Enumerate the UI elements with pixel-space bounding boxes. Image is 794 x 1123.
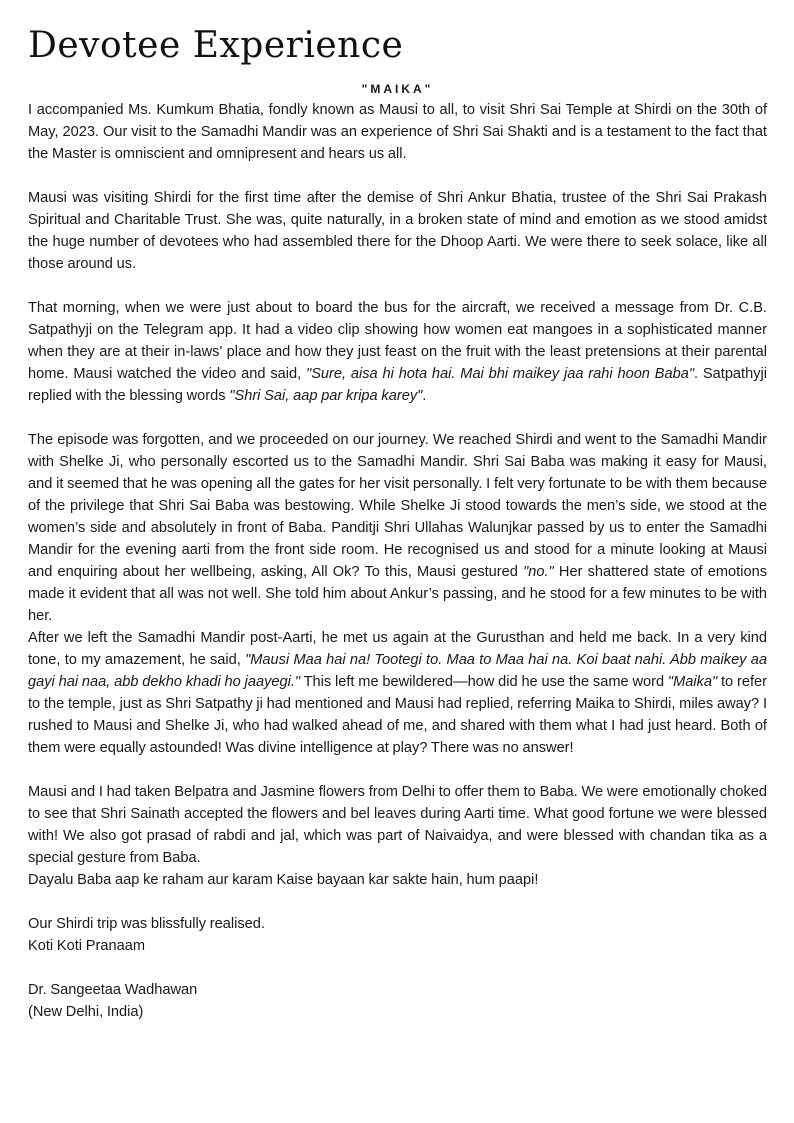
paragraph-3-quote-1: "Sure, aisa hi hota hai. Mai bhi maikey jaa rahi hoon Baba" <box>306 366 695 382</box>
paragraph-5 <box>28 627 767 759</box>
paragraph-3-text-a: That morning, when we were just about to board the bus for the aircraft, we received a message from Dr. C.B. Satpathyji on the Telegram app. It had a video clip showing how women eat mangoes in a sophisticated manner when they are at their in-laws' place and how they just feast on the fruit with the least pretensions at their parental home. Mausi watched the video and said, <box>28 300 767 382</box>
author-name: Dr. Sangeetaa Wadhawan <box>28 982 198 998</box>
paragraph-4-text-b: Her shattered state of emotions made it evident that all was not well. She told him about Ankur’s passing, and he stood for a few minutes to be with her. <box>28 564 768 624</box>
article <box>28 22 767 1023</box>
closing-line-2: Koti Koti Pranaam <box>28 938 146 954</box>
paragraph-5-quote-2: "Maika" <box>667 674 718 690</box>
paragraph-3-text-b: . Satpathyji replied with the blessing words <box>28 366 768 404</box>
closing-line-1: Our Shirdi trip was blissfully realised. <box>28 916 265 932</box>
paragraph-7: Dayalu Baba aap ke raham aur karam Kaise bayaan kar sakte hain, hum paapi! <box>28 872 539 888</box>
paragraph-3-quote-2: "Shri Sai, aap par kripa karey" <box>229 388 423 404</box>
paragraph-4-quote-1: "no." <box>523 564 554 580</box>
page-title: Devotee Experience <box>28 25 404 66</box>
author-location: (New Delhi, India) <box>28 1004 144 1020</box>
paragraph-5-text-b: This left me bewildered—how did he use the same word <box>300 674 668 690</box>
article-subtitle: "MAIKA" <box>361 82 434 96</box>
paragraph-5-text-c: to refer to the temple, just as Shri Satpathy ji had mentioned and Mausi had replied, referring Maika to Shirdi, miles away? I rushed to Mausi and Shelke Ji, who had walked ahead of me, and shared with them what I had just heard. Both of them were equally astounded! Was divine intelligence at play? There was no answer! <box>28 674 767 756</box>
paragraph-6: Mausi and I had taken Belpatra and Jasmine flowers from Delhi to offer them to Baba. We were emotionally choked to see that Shri Sainath accepted the flowers and bel leaves during Aarti time. What good fortune we were blessed with! We also got prasad of rabdi and jal, which was part of Naivaidya, and were blessed with chandan tika as a special gesture from Baba. <box>28 784 767 866</box>
paragraph-5-text-a: After we left the Samadhi Mandir post-Aarti, he met us again at the Gurusthan and held me back. In a very kind tone, to my amazement, he said, <box>28 630 767 668</box>
paragraph-4-text-a: The episode was forgotten, and we proceeded on our journey. We reached Shirdi and went to the Samadhi Mandir with Shelke Ji, who personally escorted us to the Samadhi Mandir. Shri Sai Baba was making it easy for Mausi, and it seemed that he was opening all the gates for her visit personally. I felt very fortunate to be with them because of the privilege that Shri Sai Baba was bestowing. While Shelke Ji stood towards the men’s side, we stood at the women’s side and absolutely in front of Baba. Panditji Shri Ullahas Walunjkar passed by us to enter the Samadhi Mandir for the evening aarti from the front side room. He recognised us and stood for a minute looking at Mausi and enquiring about her wellbeing, asking, All Ok? To this, Mausi gestured <box>28 432 767 580</box>
paragraph-5-quote-1: "Mausi Maa hai na! Tootegi to. Maa to Maa hai na. Koi baat nahi. Abb maikey aa gayi hai naa, abb dekho khadi ho jaayegi." <box>28 652 767 690</box>
paragraph-1: I accompanied Ms. Kumkum Bhatia, fondly known as Mausi to all, to visit Shri Sai Temple at Shirdi on the 30th of May, 2023. Our visit to the Samadhi Mandir was an experience of Shri Sai Shakti and is a testament to the fact that the Master is omniscient and omnipresent and hears us all. <box>28 102 767 162</box>
paragraph-4 <box>28 429 767 627</box>
paragraph-2: Mausi was visiting Shirdi for the first time after the demise of Shri Ankur Bhatia, trustee of the Shri Sai Prakash Spiritual and Charitable Trust. She was, quite naturally, in a broken state of mind and emotion as we stood amidst the huge number of devotees who had assembled there for the Dhoop Aarti. We were there to seek solace, like all those around us. <box>28 190 767 272</box>
paragraph-3-text-c: . <box>422 388 427 404</box>
paragraph-3 <box>28 297 767 407</box>
